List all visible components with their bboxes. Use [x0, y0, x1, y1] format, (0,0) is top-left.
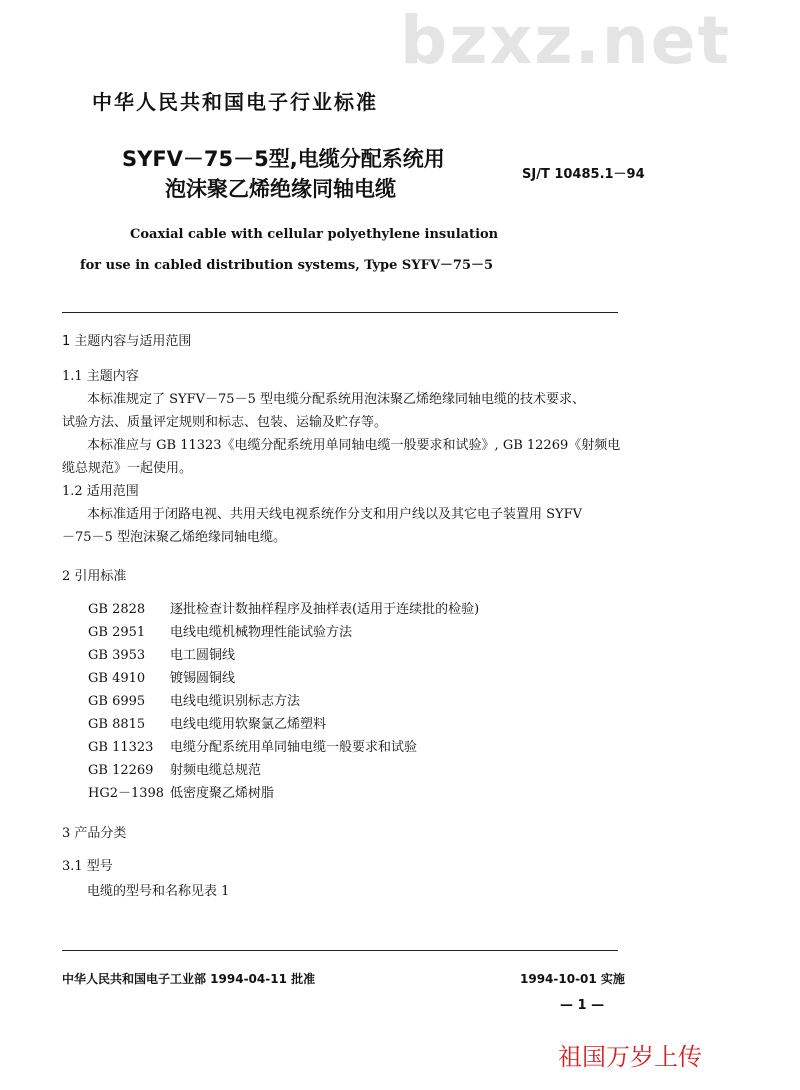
reference-code: GB 2951	[88, 625, 146, 640]
reference-item	[88, 713, 326, 732]
reference-item	[88, 690, 300, 709]
reference-item	[88, 621, 352, 640]
reference-item	[88, 759, 261, 778]
reference-code: GB 8815	[88, 717, 146, 732]
title-line1: SYFV－75－5型,电缆分配系统用	[122, 147, 445, 171]
reference-item	[88, 598, 479, 617]
paragraph: 本标准规定了 SYFV－75－5 型电缆分配系统用泡沫聚乙烯绝缘同轴电缆的技术要求、	[87, 392, 585, 407]
reference-title: 电线电缆机械物理性能试验方法	[170, 625, 353, 640]
standard-number: SJ/T 10485.1－94	[522, 167, 645, 182]
approval-date: 中华人民共和国电子工业部 1994-04-11 批准	[62, 972, 316, 986]
reference-title: 电线电缆用软聚氯乙烯塑料	[170, 717, 327, 732]
reference-title: 低密度聚乙烯树脂	[170, 786, 275, 801]
paragraph: －75－5 型泡沫聚乙烯绝缘同轴电缆。	[62, 530, 286, 545]
section-3-heading: 3 产品分类	[62, 826, 127, 841]
paragraph: 本标准适用于闭路电视、共用天线电视系统作分支和用户线以及其它电子装置用 SYFV	[87, 507, 583, 522]
reference-item	[88, 736, 417, 755]
uploader-note: 祖国万岁上传	[558, 1043, 702, 1071]
watermark: bzxz.net	[400, 2, 732, 79]
effective-date: 1994-10-01 实施	[520, 972, 625, 986]
org-title: 中华人民共和国电子行业标准	[92, 90, 378, 114]
reference-title: 电线电缆识别标志方法	[170, 694, 301, 709]
reference-title: 电工圆铜线	[170, 648, 236, 663]
reference-title: 镀锡圆铜线	[170, 671, 236, 686]
title-english-1: Coaxial cable with cellular polyethylene insulation	[130, 227, 499, 242]
reference-code: GB 6995	[88, 694, 146, 709]
section-1-2-heading: 1.2 适用范围	[62, 484, 139, 499]
footer-divider	[62, 950, 618, 951]
reference-code: GB 2828	[88, 602, 146, 617]
reference-item	[88, 782, 274, 801]
title-english-2: for use in cabled distribution systems, Type SYFV－75－5	[80, 258, 494, 273]
reference-item	[88, 667, 235, 686]
reference-title: 逐批检查计数抽样程序及抽样表(适用于连续批的检验)	[170, 602, 480, 617]
paragraph: 缆总规范》一起使用。	[62, 461, 193, 476]
reference-title: 射频电缆总规范	[170, 763, 262, 778]
reference-code: GB 12269	[88, 763, 154, 778]
paragraph: 本标准应与 GB 11323《电缆分配系统用单同轴电缆一般要求和试验》, GB 12269《射频电	[87, 438, 621, 453]
page-number: — 1 —	[560, 998, 605, 1013]
reference-item	[88, 644, 235, 663]
paragraph: 电缆的型号和名称见表 1	[87, 884, 230, 899]
title-line2: 泡沫聚乙烯绝缘同轴电缆	[165, 177, 396, 201]
section-1-1-heading: 1.1 主题内容	[62, 369, 139, 384]
section-3-1-heading: 3.1 型号	[62, 859, 113, 874]
reference-code: GB 11323	[88, 740, 154, 755]
paragraph: 试验方法、质量评定规则和标志、包装、运输及贮存等。	[62, 415, 388, 430]
divider	[62, 312, 618, 313]
reference-title: 电缆分配系统用单同轴电缆一般要求和试验	[170, 740, 418, 755]
reference-code: GB 3953	[88, 648, 146, 663]
reference-code: GB 4910	[88, 671, 146, 686]
reference-code: HG2－1398	[88, 786, 165, 801]
section-2-heading: 2 引用标准	[62, 569, 127, 584]
section-1-heading: 1 主题内容与适用范围	[62, 334, 192, 349]
